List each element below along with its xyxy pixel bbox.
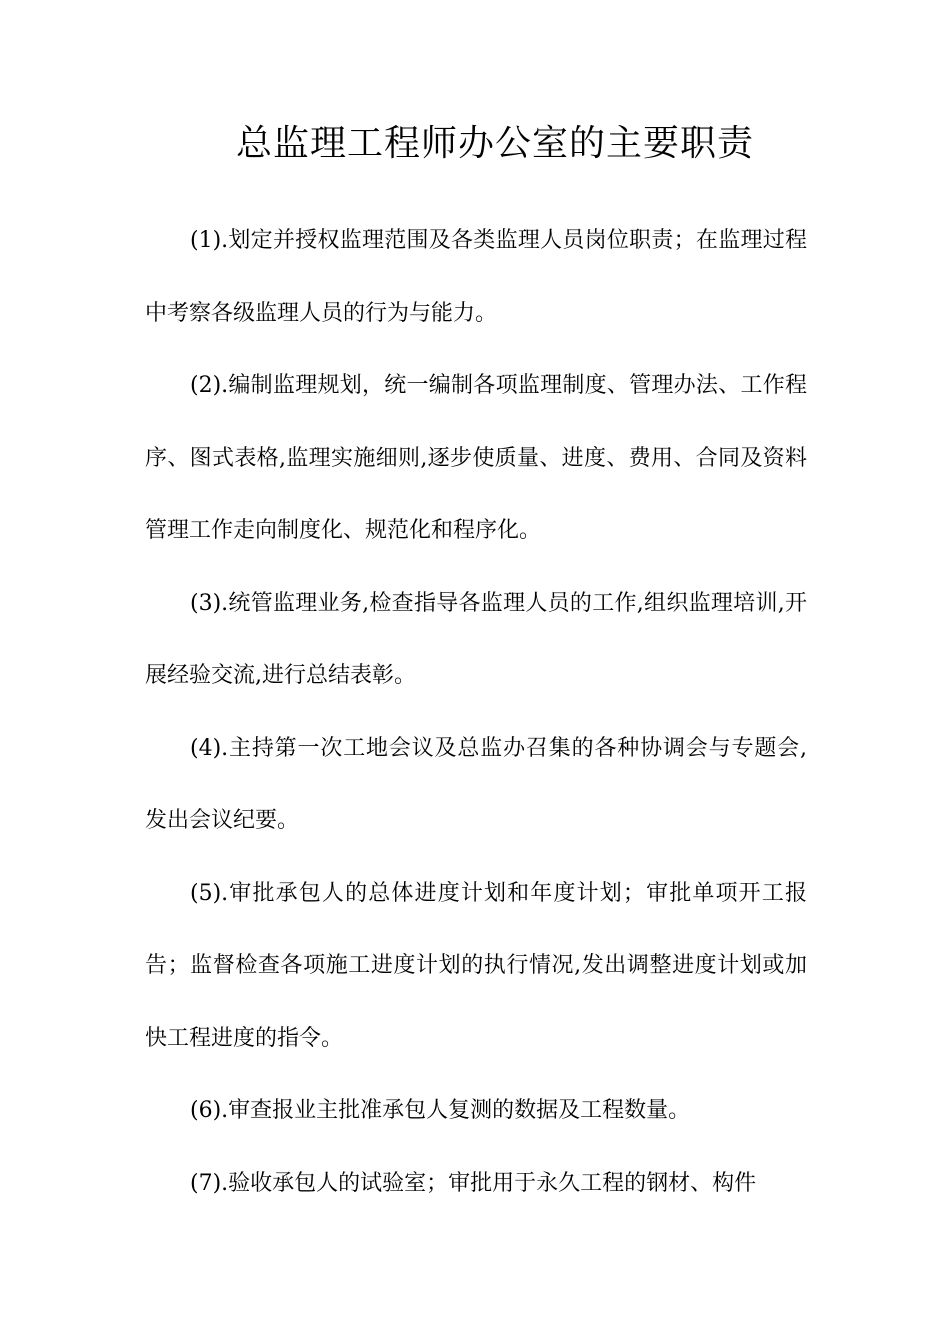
document-body	[145, 205, 807, 1220]
paragraph-2: (2).编制监理规划，统一编制各项监理制度、管理办法、工作程序、图式表格,监理实施细则,逐步使质量、进度、费用、合同及资料管理工作走向制度化、规范化和程序化。	[145, 373, 807, 543]
paragraph-6: (6).审查报业主批准承包人复测的数据及工程数量。	[190, 1098, 691, 1123]
paragraph-7: (7).验收承包人的试验室；审批用于永久工程的钢材、构件	[190, 1170, 757, 1196]
paragraph-4: (4).主持第一次工地会议及总监办召集的各种协调会与专题会,发出会议纪要。	[145, 735, 807, 833]
paragraph-5: (5).审批承包人的总体进度计划和年度计划；审批单项开工报告；监督检查各项施工进度计划的执行情况,发出调整进度计划或加快工程进度的指令。	[145, 880, 807, 1051]
paragraph-3: (3).统管监理业务,检查指导各监理人员的工作,组织监理培训,开展经验交流,进行总结表彰。	[145, 590, 807, 688]
page-title: 总监理工程师办公室的主要职责	[235, 123, 754, 164]
paragraph-1: (1).划定并授权监理范围及各类监理人员岗位职责；在监理过程中考察各级监理人员的行为与能力。	[145, 228, 807, 326]
